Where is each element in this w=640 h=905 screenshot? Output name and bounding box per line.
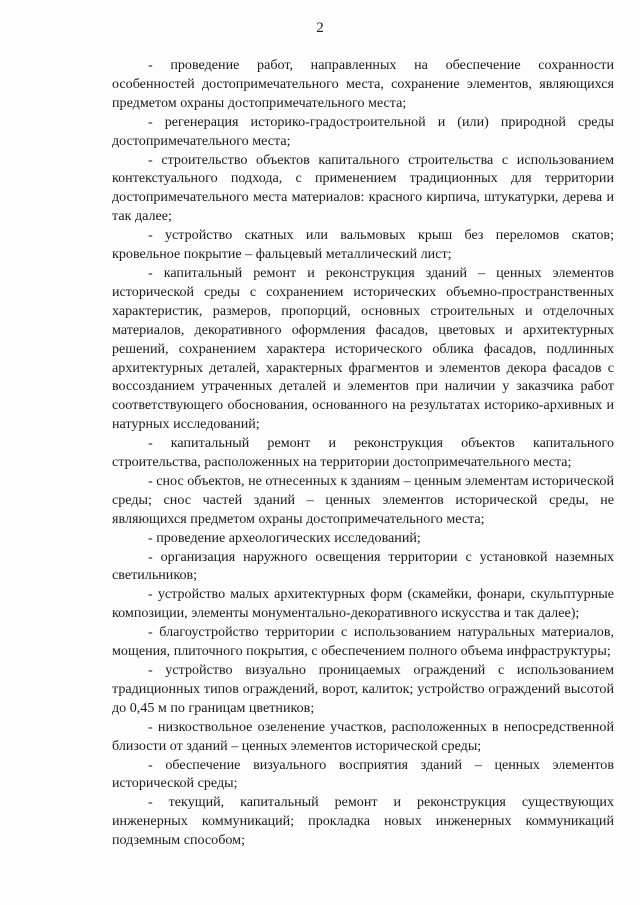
list-item: - регенерация историко-градостроительной и (или) природной среды достопримечательного места; bbox=[112, 113, 614, 149]
list-item: - организация наружного освещения территории с установкой наземных светильников; bbox=[112, 548, 614, 584]
document-body bbox=[112, 56, 614, 850]
list-item: - капитальный ремонт и реконструкция объектов капитального строительства, расположенных на территории достопримечательного места; bbox=[112, 435, 614, 471]
list-item: - проведение археологических исследований; bbox=[148, 529, 421, 546]
list-item: - устройство малых архитектурных форм (скамейки, фонари, скульптурные композиции, элементы монументально-декоративного искусства и так далее); bbox=[112, 586, 614, 622]
list-item: - проведение работ, направленных на обеспечение сохранности особенностей достопримечательного места, сохранение элементов, являющихся предметом охраны достопримечательного места; bbox=[112, 57, 614, 111]
list-item: - снос объектов, не отнесенных к зданиям – ценным элементам исторической среды; снос частей зданий – ценных элементов исторической среды, не являющихся предметом охраны достопримечательного места; bbox=[112, 472, 614, 527]
list-item: - низкоствольное озеленение участков, расположенных в непосредственной близости от зданий – ценных элементов исторической среды; bbox=[112, 718, 614, 754]
list-item: - капитальный ремонт и реконструкция зданий – ценных элементов исторической среды с сохранением исторических объемно-пространственных характеристик, размеров, пропорций, основных строительных и отделочных материалов, декоративного оформления фасадов, цветовых и архитектурных решений, сохранением характера исторического облика фасадов, подлинных архитектурных деталей, характерных фрагментов и элементов декора фасадов с воссозданием утраченных деталей и элементов при наличии у заказчика работ соответствующего обоснования, основанного на результатах историко-архивных и натурных исследований; bbox=[112, 264, 614, 433]
list-item: - обеспечение визуального восприятия зданий – ценных элементов исторической среды; bbox=[112, 756, 614, 792]
list-item: - текущий, капитальный ремонт и реконструкция существующих инженерных коммуникаций; прокладка новых инженерных коммуникаций подземным способом; bbox=[112, 794, 614, 849]
list-item: - благоустройство территории с использованием натуральных материалов, мощения, плиточного покрытия, с обеспечением полного объема инфраструктуры; bbox=[112, 624, 614, 660]
list-item: - строительство объектов капитального строительства с использованием контекстуального подхода, с применением традиционных для территории достопримечательного места материалов: красного кирпича, штукатурки, дерева и так далее; bbox=[112, 151, 614, 225]
list-item: - устройство визуально проницаемых ограждений с использованием традиционных типов ограждений, ворот, калиток; устройство ограждений высотой до 0,45 м по границам цветников; bbox=[112, 662, 614, 716]
page-number: 2 bbox=[316, 20, 324, 36]
list-item: - устройство скатных или вальмовых крыш без переломов скатов; кровельное покрытие – фальцевый металлический лист; bbox=[112, 227, 614, 263]
